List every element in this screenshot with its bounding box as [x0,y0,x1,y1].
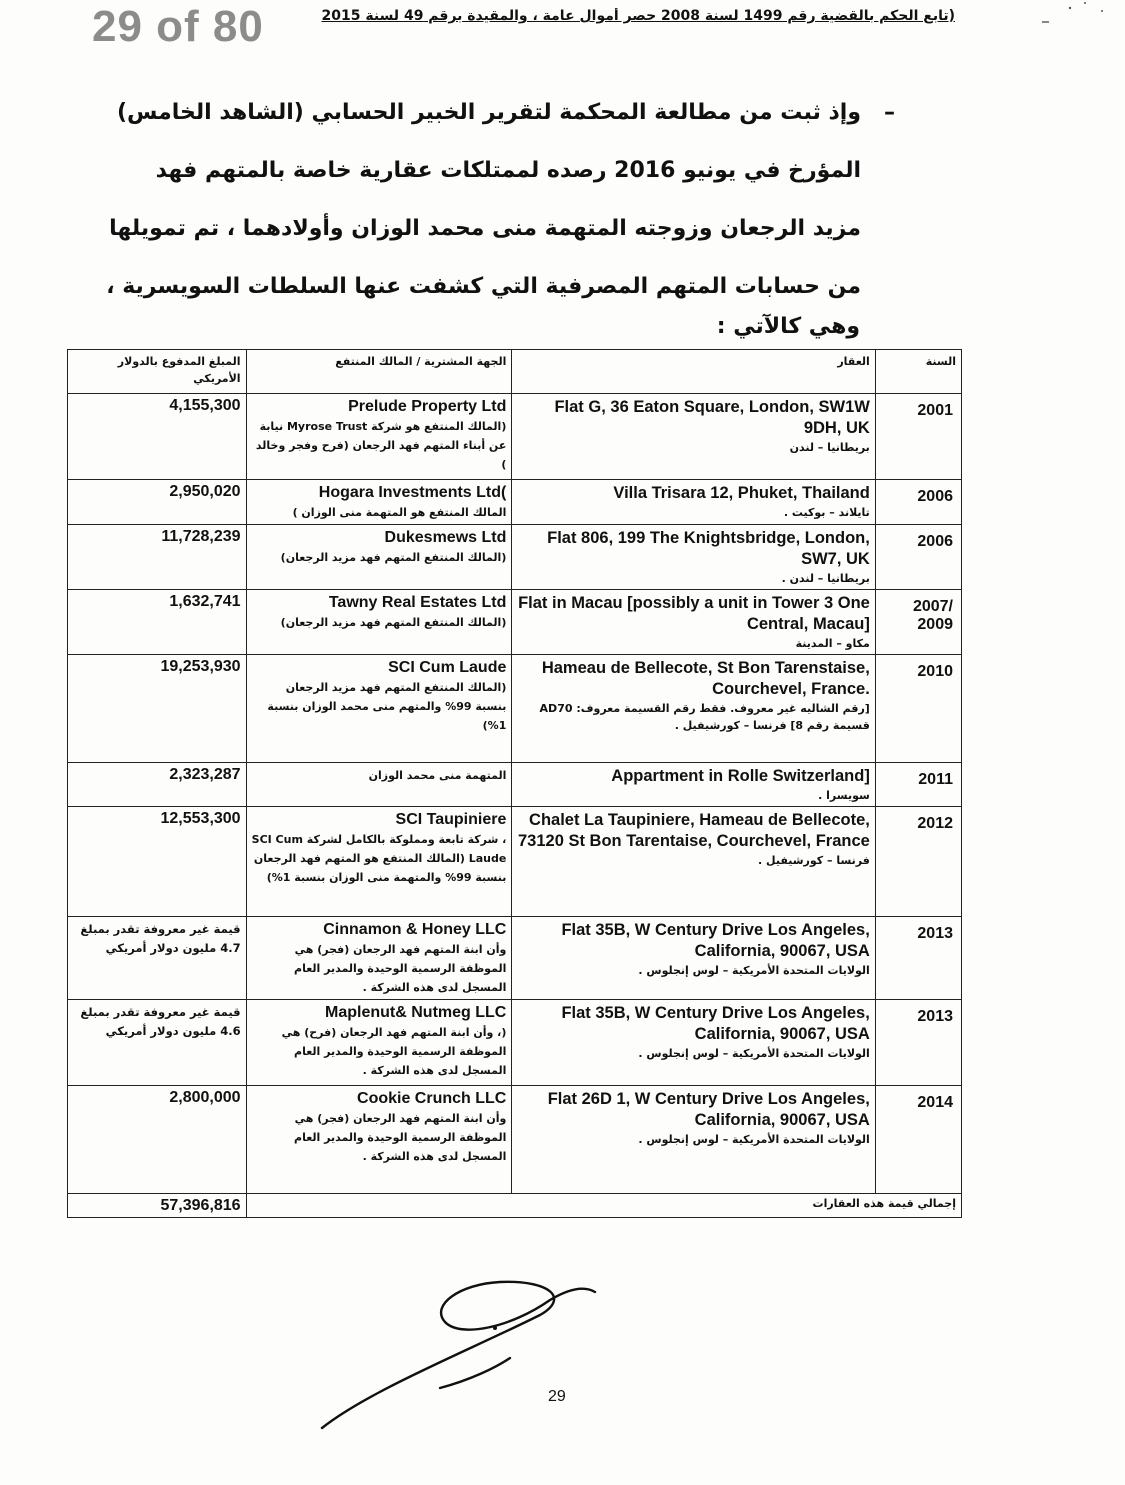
table-header-row [68,350,962,394]
owner-cell [246,590,512,655]
amount-cell: 11,728,239 [68,525,247,590]
property-address: Hameau de Bellecote, St Bon Tarenstaise, Courchevel, France. [541,659,870,698]
header-property: العقار [512,350,875,394]
property-location: بريطانيا – لندن [789,441,870,454]
year-cell: 2011 [875,763,961,807]
owner-cell [246,394,512,480]
property-cell [512,807,875,917]
table-row [68,655,962,763]
property-cell [512,1086,875,1194]
property-location: تايلاند – بوكيت . [783,506,870,519]
year-cell: 2013 [875,1000,961,1086]
property-location: الولايات المتحدة الأمريكية – لوس إنجلوس . [638,964,870,977]
owner-note: ، شركة تابعة ومملوكة بالكامل لشركة SCI Cum Laude (المالك المنتفع هو المتهم فهد الرجعان بنسبة 99% والمتهمة منى الوزان بنسبة 1%) [251,833,507,884]
owner-name: Tawny Real Estates Ltd [328,594,507,611]
year-cell: 2010 [875,655,961,763]
owner-cell [246,807,512,917]
owner-name: Hogara Investments Ltd( [318,484,507,501]
property-cell [512,763,875,807]
total-amount: 57,396,816 [68,1194,247,1218]
total-row [68,1194,962,1218]
property-cell [512,590,875,655]
owner-note: المالك المنتفع هو المتهمة منى الوزان ) [292,506,507,519]
owner-note: (المالك المنتفع المتهم فهد مزيد الرجعان) [280,616,507,629]
table-row [68,1000,962,1086]
intro-line: –وإذ ثبت من مطالعة المحكمة لتقرير الخبير الحسابي (الشاهد الخامس) [160,84,895,142]
amount-cell: 1,632,741 [68,590,247,655]
year-cell: 2014 [875,1086,961,1194]
property-location: الولايات المتحدة الأمريكية – لوس إنجلوس . [638,1047,870,1060]
owner-cell [246,525,512,590]
property-address: Flat 26D 1, W Century Drive Los Angeles, California, 90067, USA [547,1090,870,1129]
amount-cell: 2,323,287 [68,763,247,807]
owner-note: (، وأن ابنة المتهم فهد الرجعان (فرح) هي الموظفة الرسمية الوحيدة والمدير العام المسجل لدى هذه الشركة . [281,1026,507,1077]
property-location: بريطانيا – لندن . [781,572,870,585]
amount-cell: 4,155,300 [68,394,247,480]
table-lead-in: وهي كالآتي : [716,314,860,339]
owner-cell [246,655,512,763]
property-address: Chalet La Taupiniere, Hameau de Bellecote, 73120 St Bon Tarentaise, Courchevel, France [517,811,870,850]
property-cell [512,480,875,525]
corner-marks [1040,0,1120,40]
owner-name: Prelude Property Ltd [348,398,507,415]
year-cell: 2013 [875,917,961,1000]
property-cell [512,1000,875,1086]
page-counter: 29 of 80 [92,2,264,51]
intro-paragraph [106,84,895,316]
signature [310,1270,610,1440]
intro-line: مزيد الرجعان وزوجته المتهمة منى محمد الوزان وأولادهما ، تم تمويلها [109,216,861,241]
table-row [68,763,962,807]
property-cell [512,394,875,480]
header-owner: الجهة المشترية / المالك المنتفع [246,350,512,394]
table-row [68,807,962,917]
table-row [68,394,962,480]
owner-note: (المالك المنتفع هو شركة Myrose Trust نيابة عن أبناء المتهم فهد الرجعان (فرح وفجر وخالد ) [255,420,507,471]
year-cell: 2001 [875,394,961,480]
table-row [68,480,962,525]
property-cell [512,525,875,590]
property-location: مكاو – المدينة [795,637,870,650]
year-cell: 2012 [875,807,961,917]
owner-note: وأن ابنة المتهم فهد الرجعان (فجر) هي الموظفة الرسمية الوحيدة والمدير العام المسجل لدى هذه الشركة . [294,943,507,994]
amount-cell: 2,950,020 [68,480,247,525]
amount-cell: قيمة غير معروفة تقدر بمبلغ 4.6 مليون دولار أمريكي [68,1000,247,1086]
property-address: Flat 35B, W Century Drive Los Angeles, California, 90067, USA [561,921,870,960]
property-location: الولايات المتحدة الأمريكية – لوس إنجلوس . [638,1133,870,1146]
owner-cell [246,1086,512,1194]
table-row [68,525,962,590]
owner-name: Cinnamon & Honey LLC [323,921,507,938]
table-row [68,917,962,1000]
properties-table [67,349,962,1218]
property-cell [512,655,875,763]
property-cell [512,917,875,1000]
table-row [68,590,962,655]
property-location: [رقم الشاليه غير معروف. فقط رقم القسيمة معروف: AD70 قسيمة رقم 8] فرنسا – كورشيفيل . [539,702,870,732]
property-address: Flat in Macau [possibly a unit in Tower 3 One Central, Macau] [518,594,870,633]
page-number: 29 [548,1388,566,1405]
owner-cell [246,1000,512,1086]
property-address: Flat 806, 199 The Knightsbridge, London, SW7, UK [547,529,870,568]
owner-name: Maplenut& Nutmeg LLC [325,1004,507,1021]
owner-cell [246,763,512,807]
amount-cell: 2,800,000 [68,1086,247,1194]
year-cell: 2006 [875,480,961,525]
owner-name: SCI Taupiniere [395,811,507,828]
owner-name: Cookie Crunch LLC [357,1090,507,1107]
header-amount: المبلغ المدفوع بالدولار الأمريكي [68,350,247,394]
amount-cell: قيمة غير معروفة تقدر بمبلغ 4.7 مليون دولار أمريكي [68,917,247,1000]
owner-note: (المالك المنتفع المتهم فهد مزيد الرجعان) [280,551,507,564]
owner-cell [246,917,512,1000]
total-label: إجمالي قيمة هذه العقارات [246,1194,961,1218]
amount-cell: 19,253,930 [68,655,247,763]
intro-line: من حسابات المتهم المصرفية التي كشفت عنها السلطات السويسرية ، [106,274,861,299]
header-year: السنة [875,350,961,394]
bullet-dash: – [884,100,895,125]
property-address: Villa Trisara 12, Phuket, Thailand [613,484,870,502]
property-location: فرنسا – كورشيفيل . [758,854,870,867]
owner-cell [246,480,512,525]
table-row [68,1086,962,1194]
property-address: Flat 35B, W Century Drive Los Angeles, California, 90067, USA [561,1004,870,1043]
owner-note: (المالك المنتفع المتهم فهد مزيد الرجعان بنسبة 99% والمتهم منى محمد الوزان بنسبة 1%) [267,681,507,732]
owner-name: SCI Cum Laude [388,659,507,676]
amount-cell: 12,553,300 [68,807,247,917]
intro-line: المؤرخ في يونيو 2016 رصده لممتلكات عقارية خاصة بالمتهم فهد [155,158,861,183]
year-cell: 2007/ 2009 [875,590,961,655]
property-address: Flat G, 36 Eaton Square, London, SW1W 9DH, UK [554,398,870,437]
owner-name: Dukesmews Ltd [384,529,507,546]
owner-note: المتهمة منى محمد الوزان [368,769,507,782]
owner-note: وأن ابنة المتهم فهد الرجعان (فجر) هي الموظفة الرسمية الوحيدة والمدير العام المسجل لدى هذه الشركة . [294,1112,507,1163]
running-header: (تابع الحكم بالقضية رقم 1499 لسنة 2008 حصر أموال عامة ، والمقيدة برقم 49 لسنة 2015 [321,8,955,24]
year-cell: 2006 [875,525,961,590]
property-location: سويسرا . [818,789,870,802]
property-address: Appartment in Rolle Switzerland] [611,767,870,785]
